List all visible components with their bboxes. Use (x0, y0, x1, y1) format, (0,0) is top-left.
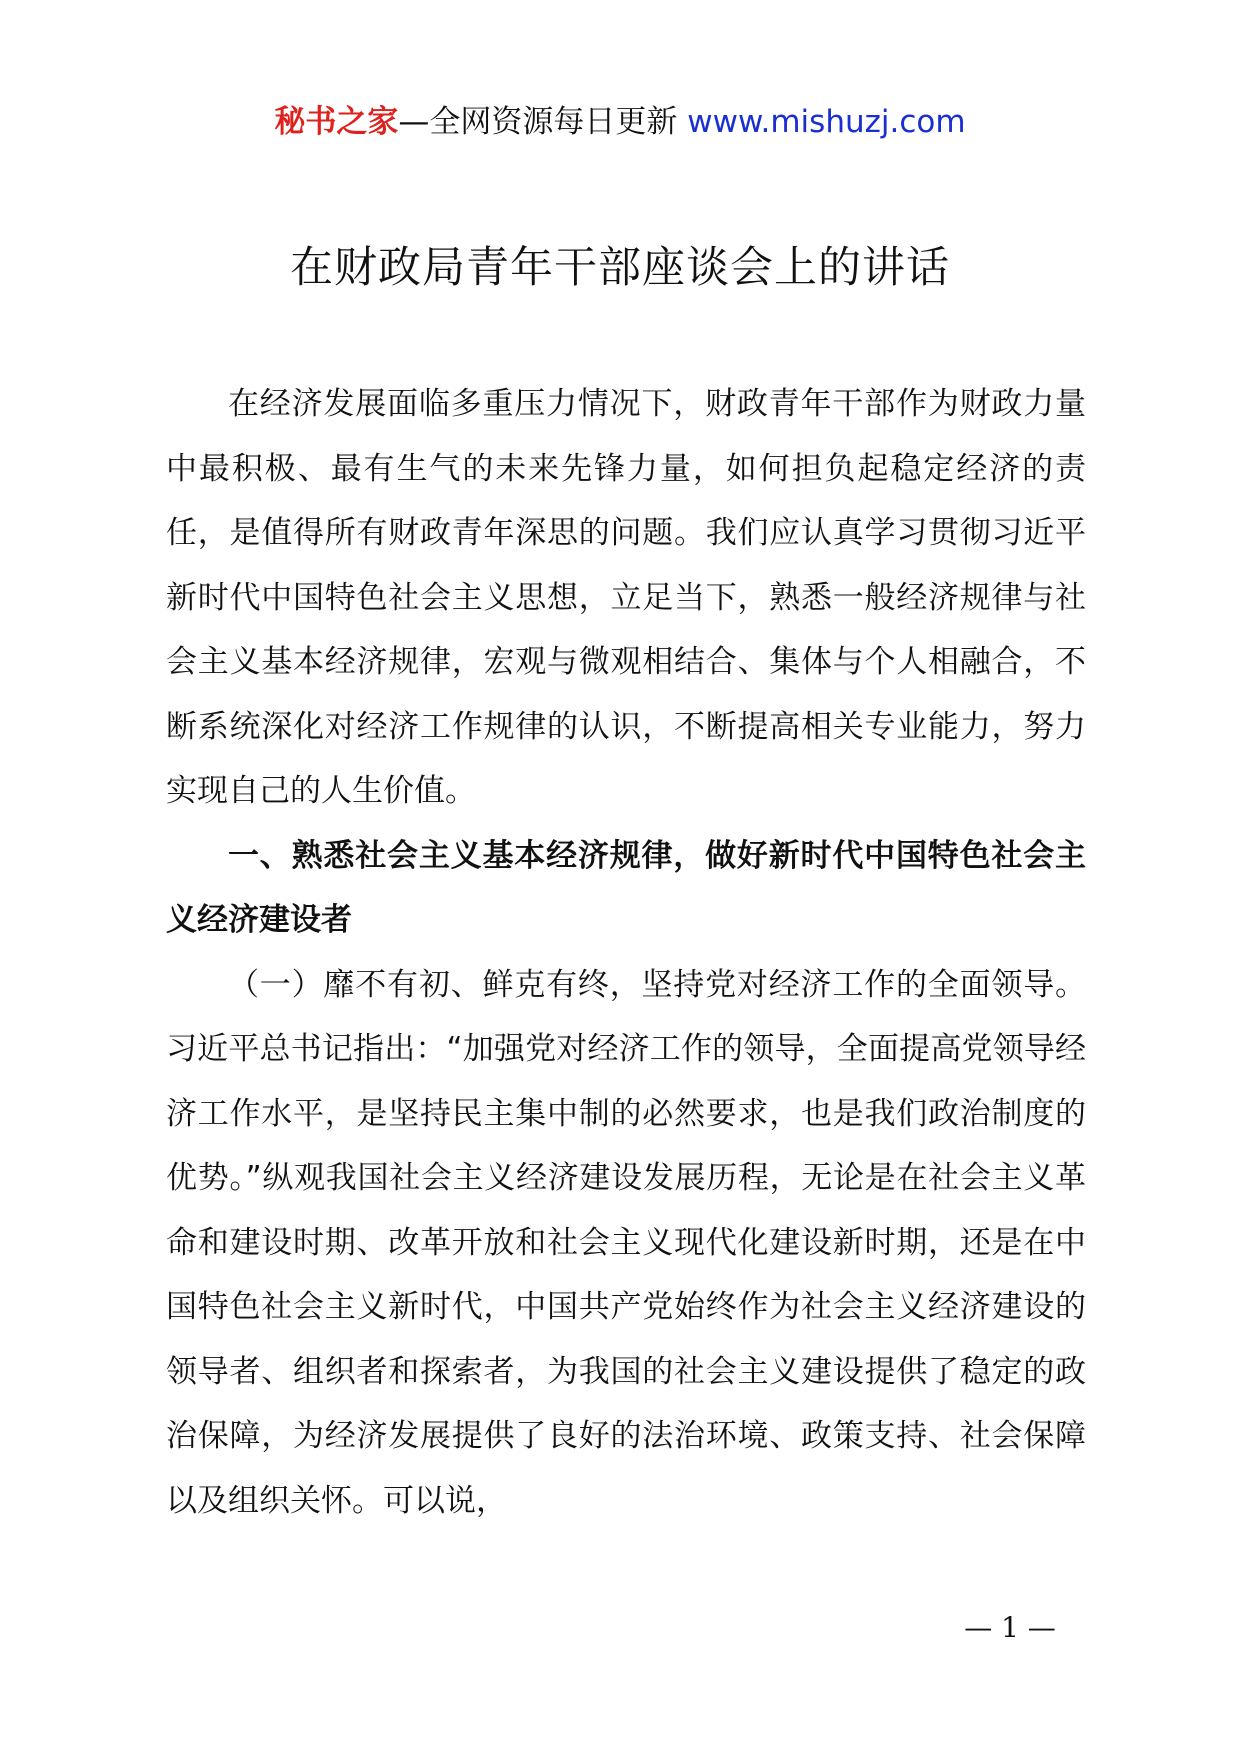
document-title: 在财政局青年干部座谈会上的讲话 (290, 243, 950, 293)
header-slogan: —全网资源每日更新 (398, 104, 688, 140)
brand-name: 秘书之家 (274, 104, 399, 140)
page-number: — 1 — (964, 1611, 1056, 1644)
document-body (166, 372, 1086, 1533)
subsection-paragraph: （一）靡不有初、鲜克有终，坚持党对经济工作的全面领导。习近平总书记指出：“加强党对经济工作的领导，全面提高党领导经济工作水平，是坚持民主集中制的必然要求，也是我们政治制度的优势。”纵观我国社会主义经济建设发展历程，无论是在社会主义革命和建设时期、改革开放和社会主义现代化建设新时期，还是在中国特色社会主义新时代，中国共产党始终作为社会主义经济建设的领导者、组织者和探索者，为我国的社会主义建设提供了稳定的政治保障，为经济发展提供了良好的法治环境、政策支持、社会保障以及组织关怀。可以说， (166, 966, 1086, 1519)
header-url-link[interactable]: www.mishuzj.com (687, 104, 966, 140)
intro-paragraph: 在经济发展面临多重压力情况下，财政青年干部作为财政力量中最积极、最有生气的未来先锋力量，如何担负起稳定经济的责任，是值得所有财政青年深思的问题。我们应认真学习贯彻习近平新时代中国特色社会主义思想，立足当下，熟悉一般经济规律与社会主义基本经济规律，宏观与微观相结合、集体与个人相融合，不断系统深化对经济工作规律的认识，不断提高相关专业能力，努力实现自己的人生价值。 (166, 386, 1086, 809)
section-heading: 一、熟悉社会主义基本经济规律，做好新时代中国特色社会主义经济建设者 (166, 837, 1086, 938)
site-header (0, 100, 1240, 144)
